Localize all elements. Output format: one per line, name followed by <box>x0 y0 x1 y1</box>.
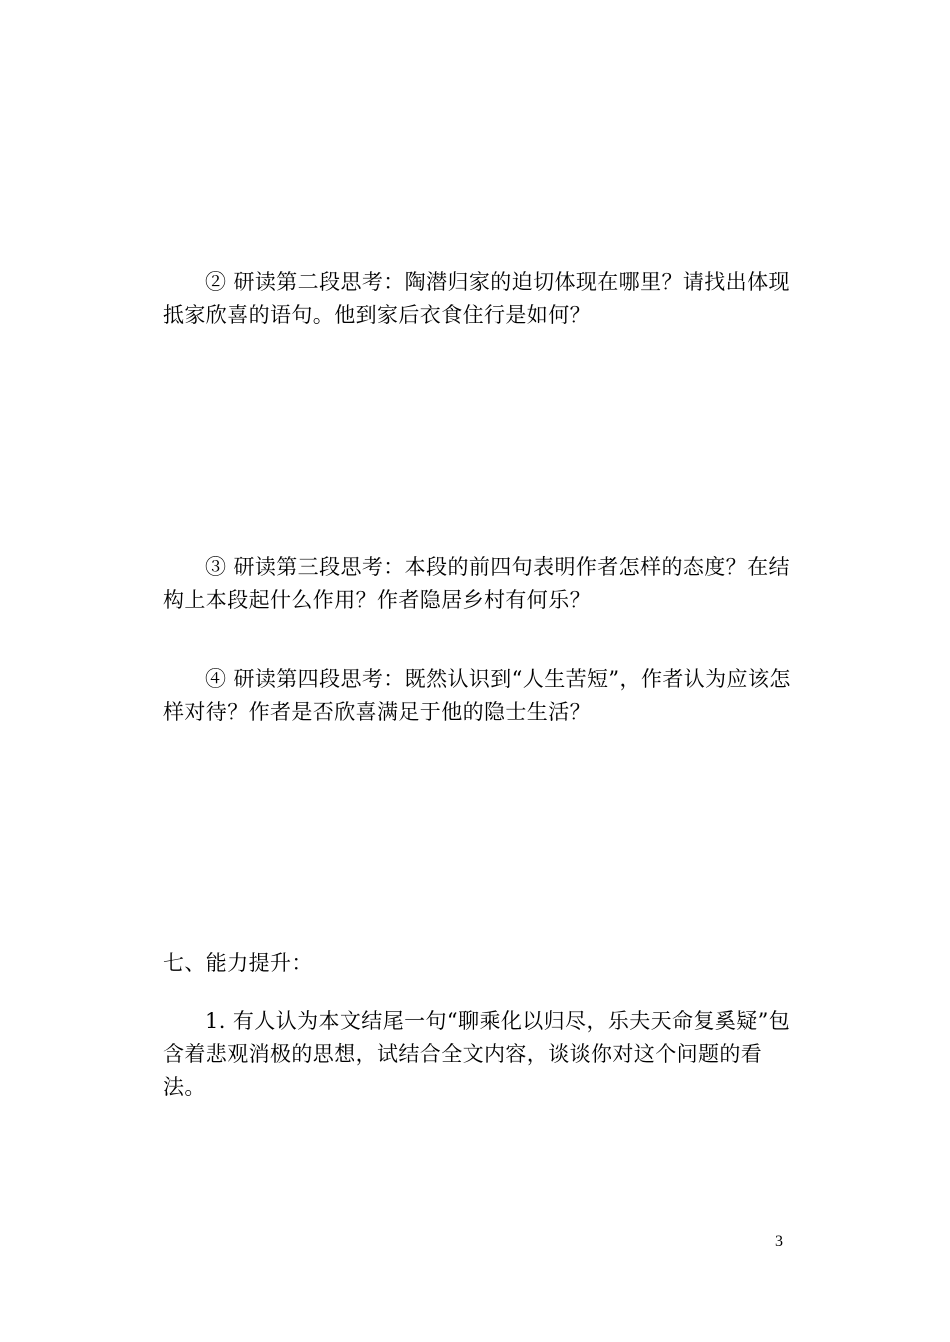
question-4: ④ 研读第四段思考：既然认识到“人生苦短”，作者认为应该怎样对待？作者是否欣喜满足于他的隐士生活？ <box>163 667 791 724</box>
section-item-1: 1. 有人认为本文结尾一句“聊乘化以归尽，乐夫天命复奚疑”包含着悲观消极的思想，试结合全文内容，谈谈你对这个问题的看法。 <box>163 1009 791 1099</box>
section-heading: 七、能力提升： <box>163 951 313 975</box>
page-number: 3 <box>775 1233 783 1250</box>
question-3: ③ 研读第三段思考：本段的前四句表明作者怎样的态度？在结构上本段起什么作用？作者隐居乡村有何乐？ <box>163 555 790 612</box>
question-2: ② 研读第二段思考：陶潜归家的迫切体现在哪里？请找出体现抵家欣喜的语句。他到家后衣食住行是如何？ <box>163 270 790 327</box>
